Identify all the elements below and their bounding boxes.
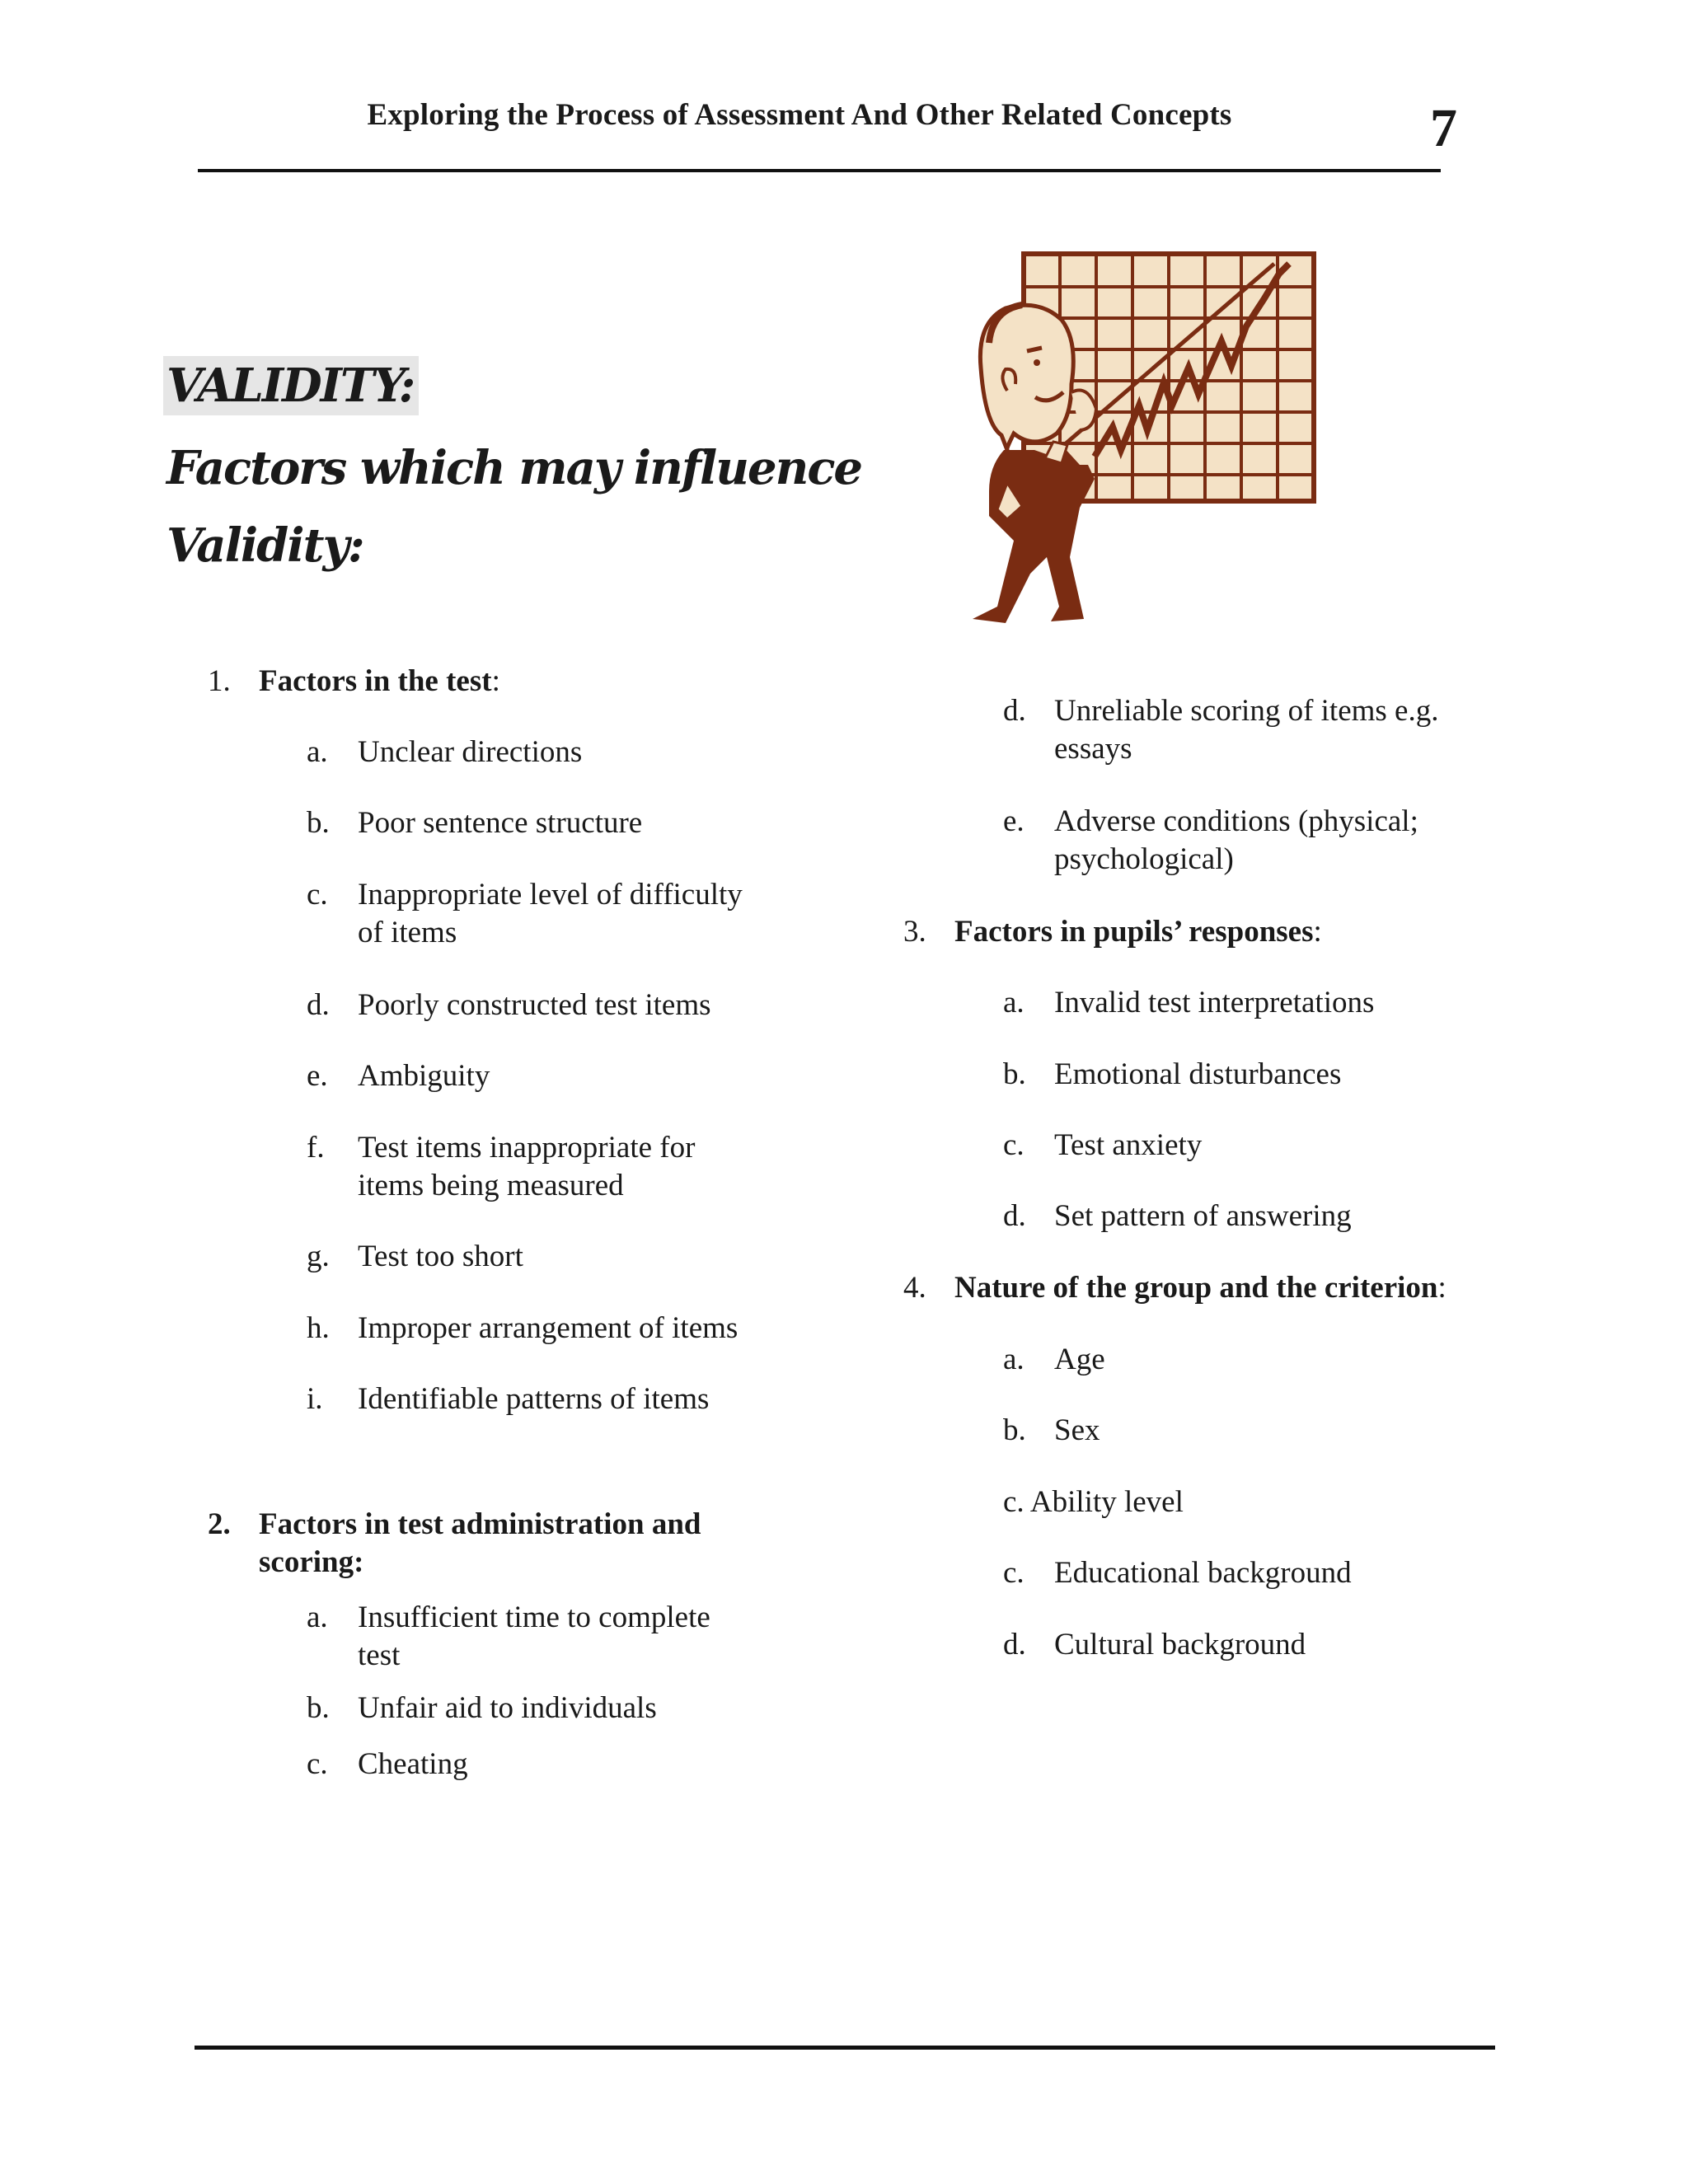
list-item-continued: of items: [358, 916, 457, 949]
list-item: Educational background: [1054, 1556, 1352, 1590]
list-item: Inappropriate level of difficulty: [358, 878, 743, 912]
list-item: Age: [1054, 1343, 1105, 1376]
list-marker: c.: [1003, 1556, 1025, 1590]
subheading-line-1: Factors which may influence: [166, 441, 862, 495]
list-item: Improper arrangement of items: [358, 1311, 738, 1345]
list-marker: f.: [307, 1131, 325, 1165]
list-marker: d.: [1003, 1628, 1026, 1661]
list-marker: g.: [307, 1240, 330, 1273]
section-4-suffix: :: [1437, 1271, 1447, 1305]
list-item: Poorly constructed test items: [358, 988, 711, 1022]
section-3-number: 3.: [903, 915, 926, 949]
section-4-title: Nature of the group and the criterion: [954, 1271, 1438, 1305]
list-item-continued: essays: [1054, 732, 1132, 766]
list-marker: c.: [307, 878, 328, 912]
list-item: Emotional disturbances: [1054, 1057, 1342, 1091]
list-item-continued: psychological): [1054, 842, 1234, 876]
list-marker: a.: [1003, 986, 1025, 1019]
footer-rule: [195, 2046, 1495, 2050]
list-item-continued: items being measured: [358, 1169, 624, 1202]
list-marker: d.: [1003, 1199, 1026, 1233]
list-marker: h.: [307, 1311, 330, 1345]
list-item: Adverse conditions (physical;: [1054, 804, 1418, 838]
list-marker: e.: [307, 1059, 328, 1093]
section-3-heading: [954, 913, 1322, 951]
list-item: Set pattern of answering: [1054, 1199, 1352, 1233]
section-2-title-continued: scoring:: [259, 1545, 364, 1579]
section-3-title: Factors in pupils’ responses: [954, 915, 1314, 949]
list-item: Identifiable patterns of items: [358, 1382, 710, 1416]
header-rule: [198, 169, 1441, 172]
list-item: Cheating: [358, 1747, 468, 1781]
list-item: Test anxiety: [1054, 1128, 1203, 1162]
running-header: Exploring the Process of Assessment And Other Related Concepts: [367, 98, 1232, 132]
section-2-number: 2.: [208, 1507, 231, 1541]
list-item: Unclear directions: [358, 735, 583, 769]
list-marker: i.: [307, 1382, 323, 1416]
list-marker: e.: [1003, 804, 1025, 838]
section-1-title: Factors in the test: [259, 664, 492, 698]
list-item-continued: test: [358, 1638, 401, 1672]
list-marker: c.: [1003, 1128, 1025, 1162]
list-item: Unfair aid to individuals: [358, 1691, 657, 1725]
section-4-heading: [954, 1269, 1447, 1307]
man-pointing-at-rising-chart-icon: [956, 244, 1329, 631]
list-marker: b.: [307, 806, 330, 840]
list-item: Invalid test interpretations: [1054, 986, 1375, 1019]
subheading-line-2: Validity:: [166, 518, 363, 573]
section-1-suffix: :: [491, 664, 500, 698]
list-marker: b.: [307, 1691, 330, 1725]
list-item: Insufficient time to complete: [358, 1601, 710, 1634]
list-marker: a.: [307, 1601, 328, 1634]
section-heading-validity: VALIDITY:: [163, 356, 419, 415]
list-marker: c.: [307, 1747, 328, 1781]
section-1-heading: [259, 663, 500, 701]
list-item-inline: c. Ability level: [1003, 1485, 1184, 1519]
section-2-title: Factors in test administration and: [259, 1507, 701, 1541]
page-number: 7: [1430, 98, 1457, 158]
list-item: Cultural background: [1054, 1628, 1306, 1661]
list-item: Poor sentence structure: [358, 806, 643, 840]
section-1-number: 1.: [208, 664, 231, 698]
list-item: Sex: [1054, 1413, 1100, 1447]
list-marker: b.: [1003, 1057, 1026, 1091]
list-item: Test items inappropriate for: [358, 1131, 696, 1165]
list-marker: a.: [1003, 1343, 1025, 1376]
list-item: Ambiguity: [358, 1059, 490, 1093]
list-marker: d.: [307, 988, 330, 1022]
list-marker: b.: [1003, 1413, 1026, 1447]
section-4-number: 4.: [903, 1271, 926, 1305]
list-marker: a.: [307, 735, 328, 769]
list-item: Unreliable scoring of items e.g.: [1054, 694, 1439, 728]
list-marker: d.: [1003, 694, 1026, 728]
section-3-suffix: :: [1313, 915, 1322, 949]
list-item: Test too short: [358, 1240, 523, 1273]
